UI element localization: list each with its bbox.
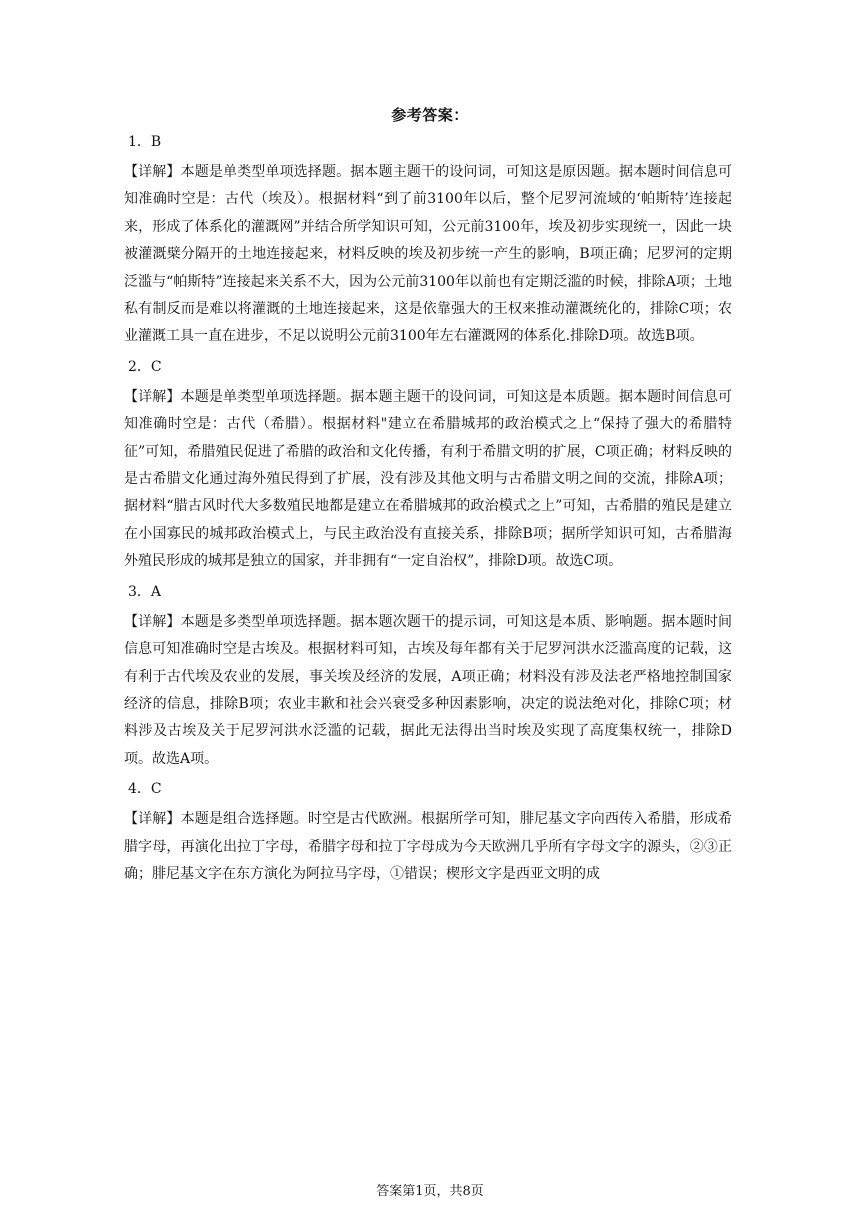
page-title: 参考答案： — [391, 106, 469, 124]
answer-item-4 — [124, 779, 732, 888]
question-explanation: 【详解】本题是组合选择题。时空是古代欧洲。根据所学可知，腓尼基文字向西传入希腊，形成希腊字母，再演化出拉丁字母，希腊字母和拉丁字母成为今天欧洲几乎所有字母文字的源头，②③正确；腓尼基文字在东方演化为阿拉马字母，①错误；楔形文字是西亚文明的成 — [124, 811, 732, 882]
question-explanation: 【详解】本题是单类型单项选择题。据本题主题干的设问词，可知这是原因题。据本题时间信息可知准确时空是：古代（埃及）。根据材料“到了前3100年以后，整个尼罗河流域的‘帕斯特’连接起来，形成了体系化的灌溉网”并结合所学知识可知，公元前3100年，埃及初步实现统一，因此一块被灌溉檗分隔开的土地连接起来，材料反映的埃及初步统一产生的影响，B项正确；尼罗河的定期泛滥与“帕斯特”连接起来关系不大，因为公元前3100年以前也有定期泛滥的时候，排除A项；土地私有制反而是难以将灌溉的土地连接起来，这是依靠强大的王权来推动灌溉统化的，排除C项；农业灌溉工具一直在进步，不足以说明公元前3100年左右灌溉网的体系化.排除D项。故选B项。 — [124, 164, 732, 345]
question-number: 4．C — [128, 781, 162, 798]
answer-item-1 — [124, 132, 732, 351]
answer-item-3 — [124, 582, 732, 773]
answer-item-2 — [124, 357, 732, 576]
question-number: 1．B — [128, 134, 162, 150]
question-explanation: 【详解】本题是多类型单项选择题。据本题次题干的提示词，可知这是本质、影响题。据本题时间信息可知准确时空是古埃及。根据材料可知，古埃及每年都有关于尼罗河洪水泛滥高度的记载，这有利于古代埃及农业的发展，事关埃及经济的发展，A项正确；材料没有涉及法老严格地控制国家经济的信息，排除B项；农业丰歉和社会兴衰受多种因素影响，决定的说法绝对化，排除C项；材料涉及古埃及关于尼罗河洪水泛滥的记载，据此无法得出当时埃及实现了高度集权统一，排除D项。故选A项。 — [124, 613, 732, 767]
answer-content — [124, 132, 732, 894]
question-explanation: 【详解】本题是单类型单项选择题。据本题主题干的设问词，可知这是本质题。据本题时间信息可知准确时空是：古代（希腊）。根据材料"建立在希腊城邦的政治模式之上“保持了强大的希腊特征”可知，希腊殖民促进了希腊的政治和文化传播，有利于希腊文明的扩展，C项正确；材料反映的是古希腊文化通过海外殖民得到了扩展，没有涉及其他文明与古希腊文明之间的交流，排除A项；据材料“腊古风时代大多数殖民地都是建立在希腊城邦的政治模式之上”可知，古希腊的殖民是建立在小国寡民的城邦政治模式上，与民主政治没有直接关系，排除B项；据所学知识可知，古希腊海外殖民形成的城邦是独立的国家，并非拥有“一定自治权”，排除D项。故选C项。 — [124, 388, 732, 570]
question-number: 3．A — [128, 583, 162, 600]
question-number: 2．C — [128, 358, 162, 375]
page-footer: 答案第1页，共8页 — [376, 1184, 484, 1199]
